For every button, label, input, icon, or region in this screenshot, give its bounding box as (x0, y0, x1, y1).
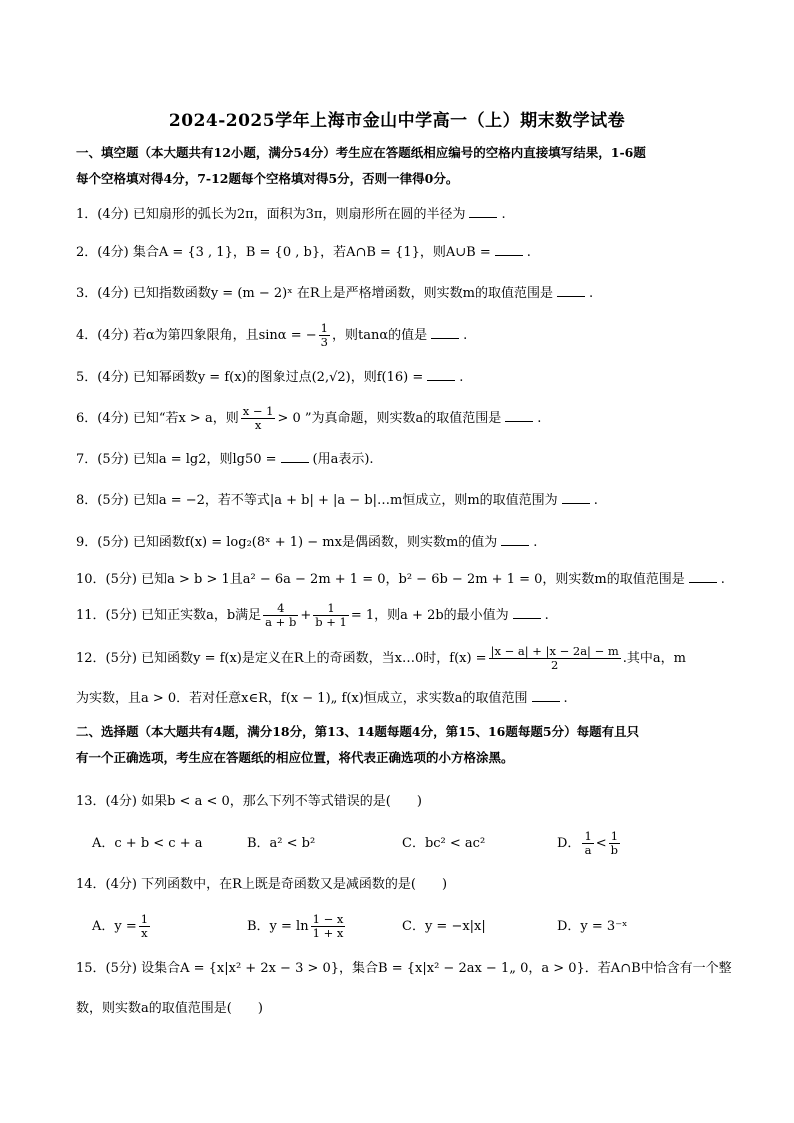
question-15: 15．(5分) 设集合A = {x|x² + 2x − 3 > 0}，集合B = {x|x² − 2ax − 1„ 0，a > 0}．若A∩B中恰含有一个整 (76, 961, 732, 976)
option-d: D． $\frac{1}{a}$ < $\frac{1}{b}$ (557, 829, 619, 857)
option-c: C．bc² < ac² (402, 836, 486, 851)
question-11: 11．(5分) 已知正实数a，b满足 $\frac{4}{a + b}$ + $\frac{1}{b + 1}$ = 1，则a + 2b的最小值为 . (76, 601, 549, 629)
answer-blank (469, 205, 497, 218)
question-1: 1．(4分) 已知扇形的弧长为2π，面积为3π，则扇形所在圆的半径为 . (76, 207, 506, 222)
question-6: 6．(4分) 已知“若x > a，则 $\frac{x - 1}{x}$ > 0 ”为真命题，则实数a的取值范围是 . (76, 404, 542, 432)
answer-blank (427, 368, 455, 381)
option-a: A．c + b < c + a (92, 836, 203, 851)
section-1-instructions (76, 145, 726, 187)
answer-blank (562, 491, 590, 504)
section-2-instructions (76, 724, 726, 766)
question-13: 13．(4分) 如果b < a < 0，那么下列不等式错误的是( ) (76, 794, 422, 809)
question-2: 2．(4分) 集合A = {3 , 1}，B = {0 , b}，若A∩B = {1}，则A∪B = . (76, 245, 531, 260)
answer-blank (501, 533, 529, 546)
answer-blank (505, 409, 533, 422)
answer-blank (532, 689, 560, 702)
option-a: A．y = $\frac{1}{x}$ (92, 912, 149, 940)
answer-blank (557, 284, 585, 297)
question-12: 12．(5分) 已知函数y = f(x)是定义在R上的奇函数，当x…0时，f(x) = $\frac{|x - a| + |x - 2a| - m}{2}$ .其中a，m (76, 644, 687, 672)
fraction: $\frac{|x - a| + |x - 2a| - m}{2}$ (490, 644, 619, 672)
fraction: $\frac{1}{3}$ (320, 321, 328, 349)
option-d: D．y = 3⁻ˣ (557, 919, 628, 934)
question-5: 5．(4分) 已知幂函数y = f(x)的图象过点(2,√2)，则f(16) = . (76, 370, 464, 385)
question-3: 3．(4分) 已知指数函数y = (m − 2)ˣ 在R上是严格增函数，则实数m的取值范围是 . (76, 286, 594, 301)
answer-blank (495, 243, 523, 256)
option-b: B．y = ln $\frac{1 - x}{1 + x}$ (247, 912, 344, 940)
fraction: $\frac{4}{a + b}$ (265, 601, 297, 629)
option-b: B．a² < b² (247, 836, 316, 851)
question-12-line-2: 为实数，且a > 0．若对任意x∈R，f(x − 1)„ f(x)恒成立，求实数a的取值范围 . (76, 691, 568, 706)
question-9: 9．(5分) 已知函数f(x) = log₂(8ˣ + 1) − mx是偶函数，则实数m的值为 . (76, 535, 538, 550)
answer-blank (431, 326, 459, 339)
answer-blank (513, 606, 541, 619)
fraction: $\frac{1}{b}$ (610, 829, 619, 857)
question-14: 14．(4分) 下列函数中，在R上既是奇函数又是减函数的是( ) (76, 877, 448, 892)
fraction: $\frac{1}{b + 1}$ (315, 601, 347, 629)
answer-blank (281, 450, 309, 463)
question-13-options (92, 830, 712, 857)
section-1-line-1: 一、填空题（本大题共有12小题，满分54分）考生应在答题纸相应编号的空格内直接填写结果，1-6题 (76, 145, 646, 160)
fraction: $\frac{1}{x}$ (140, 912, 149, 940)
question-14-options (92, 913, 712, 940)
option-c: C．y = −x|x| (402, 919, 486, 934)
section-1-line-2: 每个空格填对得4分，7-12题每个空格填对得5分，否则一律得0分。 (76, 171, 459, 186)
question-10: 10．(5分) 已知a > b > 1且a² − 6a − 2m + 1 = 0，b² − 6b − 2m + 1 = 0，则实数m的取值范围是 . (76, 572, 725, 587)
section-2-line-1: 二、选择题（本大题共有4题，满分18分，第13、14题每题4分，第15、16题每题5分）每题有且只 (76, 724, 640, 739)
question-8: 8．(5分) 已知a = −2，若不等式|a + b| + |a − b|…m恒成立，则m的取值范围为 . (76, 493, 598, 508)
question-15-line-2: 数，则实数a的取值范围是( ) (76, 1001, 263, 1016)
question-7: 7．(5分) 已知a = lg2，则lg50 = (用a表示). (76, 452, 374, 467)
answer-blank (689, 570, 717, 583)
question-4: 4．(4分) 若α为第四象限角，且sinα = − $\frac{1}{3}$ ，则tanα的值是 . (76, 321, 468, 349)
fraction: $\frac{1}{a}$ (584, 829, 592, 857)
section-2-line-2: 有一个正确选项，考生应在答题纸的相应位置，将代表正确选项的小方格涂黑。 (76, 750, 514, 765)
page-title: 2024-2025学年上海市金山中学高一（上）期末数学试卷 (168, 111, 626, 131)
fraction: $\frac{x - 1}{x}$ (242, 404, 274, 432)
fraction: $\frac{1 - x}{1 + x}$ (312, 912, 344, 940)
